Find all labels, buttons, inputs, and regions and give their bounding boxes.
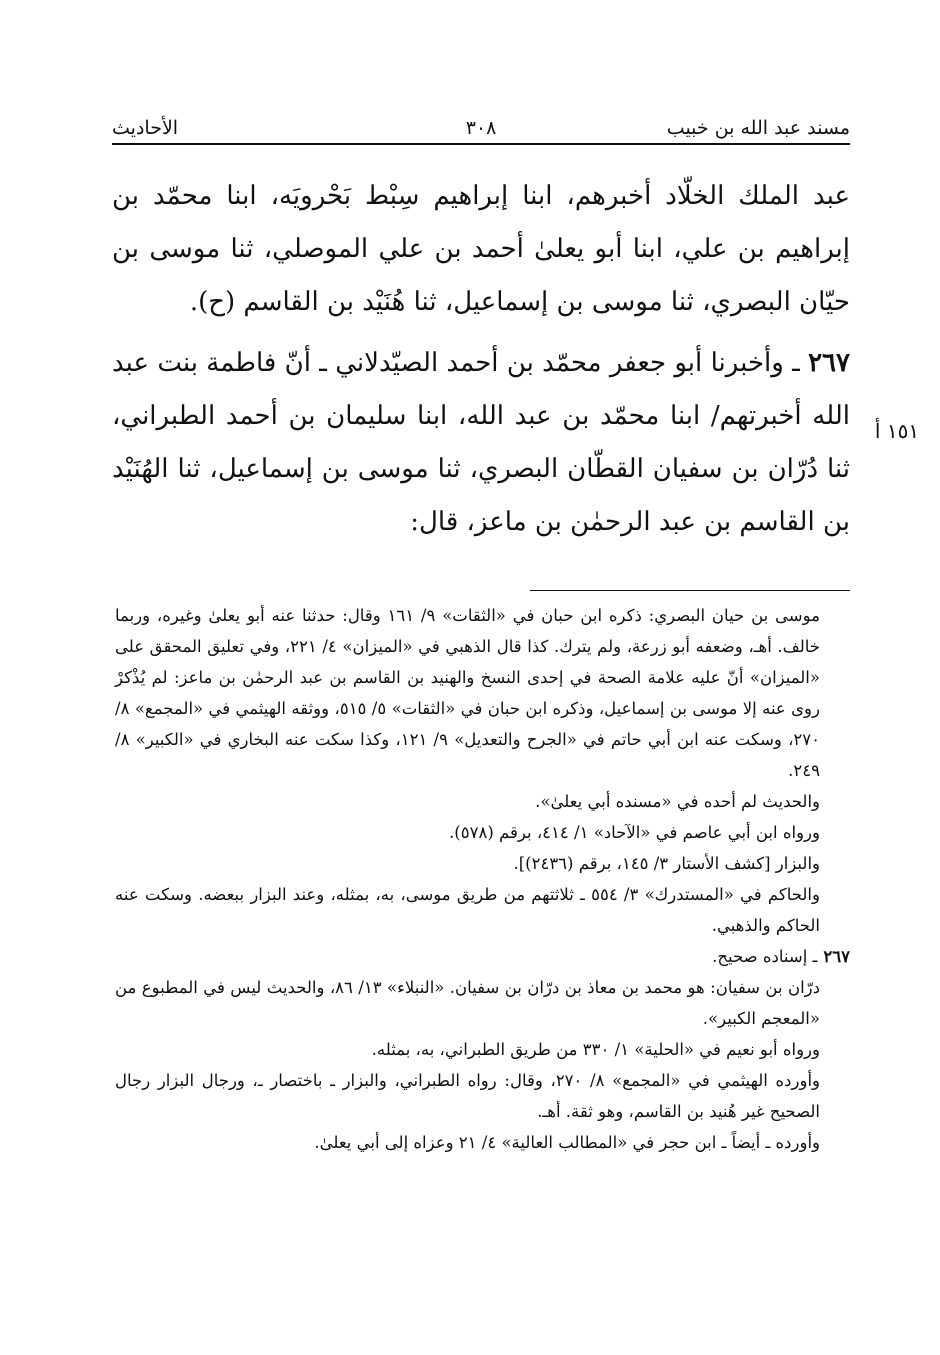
footnote-entry-number: ٢٦٧ — [823, 947, 850, 966]
footnote-line: درّان بن سفيان: هو محمد بن معاذ بن درّان بن سفيان. «النبلاء» ١٣/ ٨٦، والحديث ليس في المطبوع من «المعجم الكبير». — [115, 978, 820, 1028]
margin-folio-note: ١٥١ أ — [874, 419, 920, 443]
header-section-title: الأحاديث — [112, 117, 179, 139]
footnote-line: والبزار [كشف الأستار ٣/ ١٤٥، برقم (٢٤٣٦)]. — [513, 854, 820, 873]
footnote-line: ورواه أبو نعيم في «الحلية» ١/ ٣٣٠ من طريق الطبراني، به، بمثله. — [371, 1040, 820, 1059]
header-divider — [112, 143, 850, 145]
hadith-entry — [112, 337, 850, 549]
footnote-line: ورواه ابن أبي عاصم في «الآحاد» ١/ ٤١٤، برقم (٥٧٨). — [449, 823, 820, 842]
footnote-entry-grade: ـ إسناده صحيح. — [712, 947, 818, 966]
footnote-line: موسى بن حيان البصري: ذكره ابن حبان في «الثقات» ٩/ ١٦١ وقال: حدثنا عنه أبو يعلىٰ وغيره، وربما خالف. أهـ، وضعفه أبو زرعة، ولم يترك. كذا قال الذهبي في «الميزان» ٤/ ٢٢١، وفي تعليق المحقق على «الميزان» أنّ عليه علامة الصحة في إحدى النسخ والهنيد بن القاسم بن عبد الرحمٰن بن ماعز: لم يُذْكرْ روى عنه إلا موسى بن إسماعيل، وذكره ابن حبان في «الثقات» ٥/ ٥١٥، ووثقه الهيثمي في «المجمع» ٨/ ٢٧٠، وسكت عنه ابن أبي حاتم في «الجرح والتعديل» ٩/ ١٢١، وكذا سكت عنه البخاري في «الكبير» ٨/ ٢٤٩. — [115, 606, 821, 780]
footnote-line: وأورده الهيثمي في «المجمع» ٨/ ٢٧٠، وقال: رواه الطبراني، والبزار ـ باختصار ـ، ورجال البزار رجال الصحيح غير هُنيد بن القاسم، وهو ثقة. أهـ. — [115, 1071, 821, 1121]
footnote-line: وأورده ـ أيضاً ـ ابن حجر في «المطالب العالية» ٤/ ٢١ وعزاه إلى أبي يعلىٰ. — [314, 1133, 820, 1152]
hadith-text: ـ وأخبرنا أبو جعفر محمّد بن أحمد الصيّدلاني ـ أنّ فاطمة بنت عبد الله أخبرتهم/ ابنا محمّد بن عبد الله، ابنا سليمان بن أحمد الطبراني، ثنا دُرّان بن سفيان القطّان البصري، ثنا موسى بن إسماعيل، ثنا الهُنَيْد بن القاسم بن عبد الرحمٰن بن ماعز، قال: — [112, 348, 850, 537]
hadith-number: ٢٦٧ — [808, 348, 850, 378]
page-number: ٣٠٨ — [465, 117, 497, 139]
footnote-block-267 — [115, 972, 820, 1158]
footnotes — [115, 600, 850, 1158]
footnote-line: والحاكم في «المستدرك» ٣/ ٥٥٤ ـ ثلاثتهم من طريق موسى، به، بمثله، وعند البزار ببعضه. وسكت عنه الحاكم والذهبي. — [115, 885, 820, 935]
main-text — [112, 170, 850, 549]
header-book-title: مسند عبد الله بن خبيب — [666, 117, 850, 139]
footnote-divider — [530, 590, 850, 591]
footnote-block-previous — [115, 600, 820, 941]
footnote-line: والحديث لم أحده في «مسنده أبي يعلىٰ». — [535, 792, 820, 811]
body-paragraph-isnad: عبد الملك الخلّاد أخبرهم، ابنا إبراهيم سِبْط بَحْرويَه، ابنا محمّد بن إبراهيم بن علي، ابنا أبو يعلىٰ أحمد بن علي الموصلي، ثنا موسى بن حيّان البصري، ثنا موسى بن إسماعيل، ثنا هُنَيْد بن القاسم (ح). — [112, 181, 850, 317]
footnote-entry-heading — [115, 941, 850, 972]
